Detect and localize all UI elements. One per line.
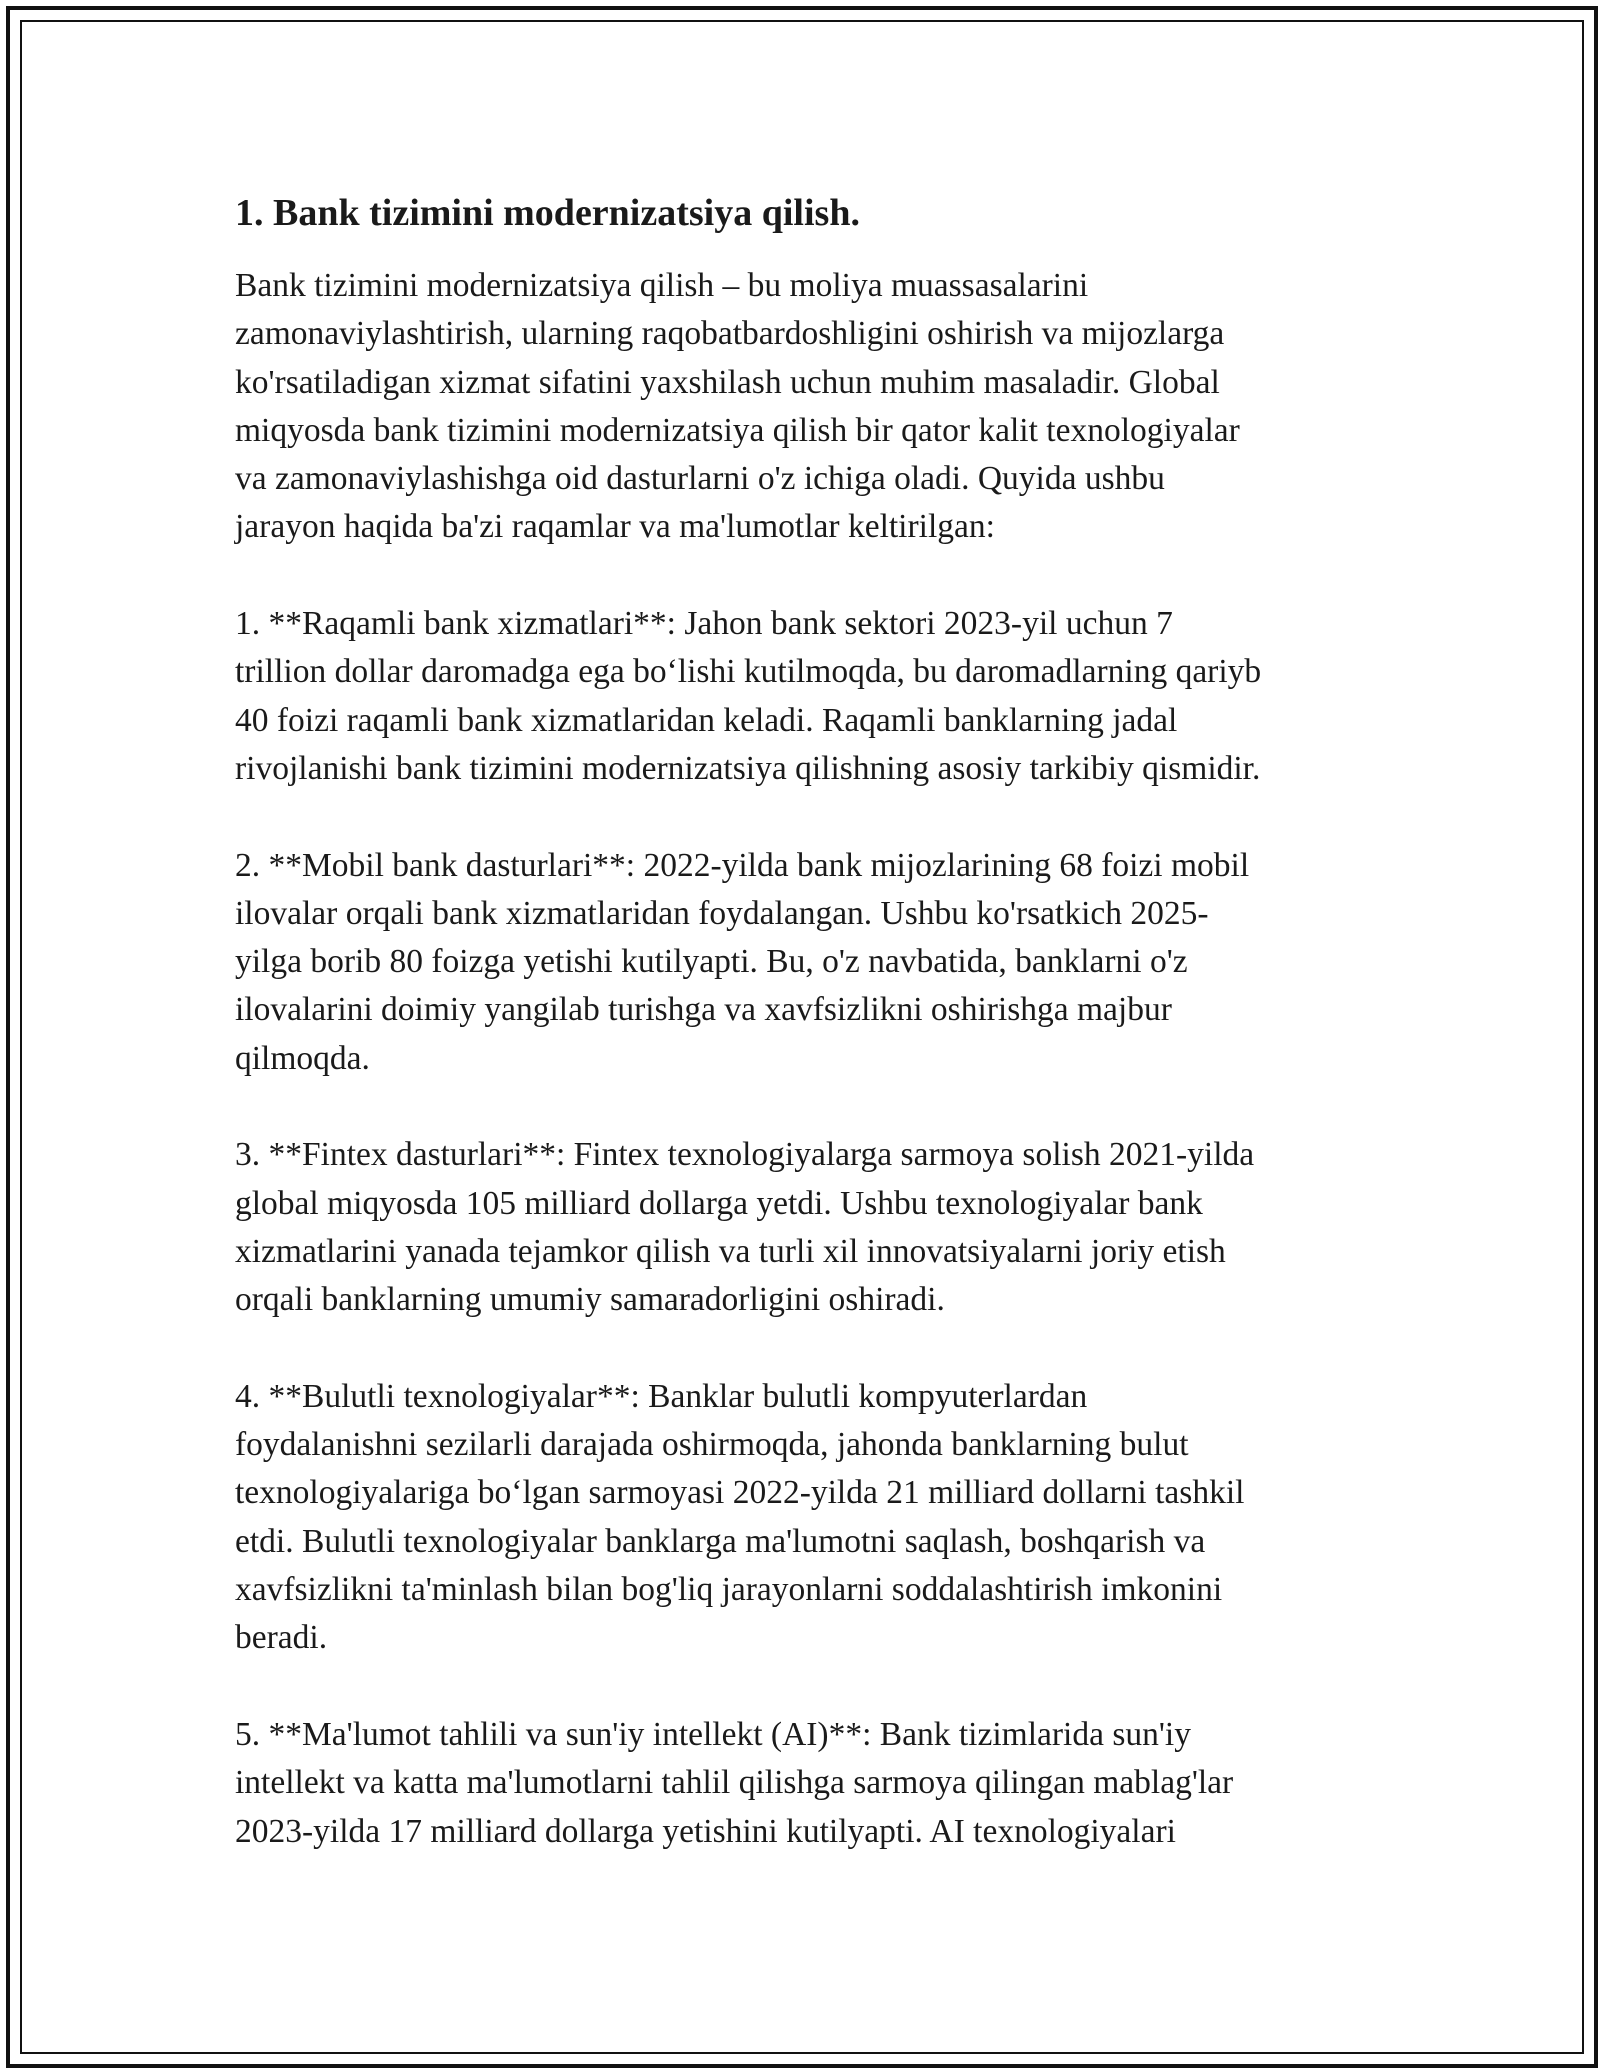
text-line: 1. **Raqamli bank xizmatlari**: Jahon bank sektori 2023-yil uchun 7 <box>235 605 1173 643</box>
text-line: zamonaviylashtirish, ularning raqobatbardoshligini oshirish va mijozlarga <box>235 315 1225 353</box>
text-line: yilga borib 80 foizga yetishi kutilyapti. Bu, o'z navbatida, banklarni o'z <box>235 943 1188 981</box>
list-item-mobile-banking <box>235 842 1375 1083</box>
text-line: ilovalarini doimiy yangilab turishga va xavfsizlikni oshirishga majbur <box>235 991 1172 1029</box>
text-line: 3. **Fintex dasturlari**: Fintex texnologiyalarga sarmoya solish 2021-yilda <box>235 1136 1255 1174</box>
text-line: jarayon haqida ba'zi raqamlar va ma'lumotlar keltirilgan: <box>235 508 995 546</box>
text-line: texnologiyalariga bo‘lgan sarmoyasi 2022-yilda 21 milliard dollarni tashkil <box>235 1474 1245 1512</box>
text-line: ilovalar orqali bank xizmatlaridan foydalangan. Ushbu ko'rsatkich 2025- <box>235 894 1209 932</box>
text-line: xavfsizlikni ta'minlash bilan bog'liq jarayonlarni soddalashtirish imkonini <box>235 1571 1223 1609</box>
list-item-fintech <box>235 1131 1375 1324</box>
text-line: orqali banklarning umumiy samaradorligini oshiradi. <box>235 1281 945 1319</box>
text-line: 5. **Ma'lumot tahlili va sun'iy intellekt (AI)**: Bank tizimlarida sun'iy <box>235 1715 1191 1753</box>
text-line: xizmatlarini yanada tejamkor qilish va turli xil innovatsiyalarni joriy etish <box>235 1232 1226 1270</box>
text-line: Bank tizimini modernizatsiya qilish – bu moliya muassasalarini <box>235 267 1089 304</box>
text-line: qilmoqda. <box>235 1039 370 1077</box>
list-item-data-ai <box>235 1711 1375 1856</box>
text-line: miqyosda bank tizimini modernizatsiya qilish bir qator kalit texnologiyalar <box>235 411 1240 449</box>
text-line: trillion dollar daromadga ega bo‘lishi kutilmoqda, bu daromadlarning qariyb <box>235 653 1262 691</box>
document-body <box>235 188 1375 1904</box>
text-line: foydalanishni sezilarli darajada oshirmoqda, jahonda banklarning bulut <box>235 1426 1189 1464</box>
text-line: intellekt va katta ma'lumotlarni tahlil qilishga sarmoya qilingan mablag'lar <box>235 1764 1234 1802</box>
intro-paragraph <box>235 262 1375 552</box>
text-line: ko'rsatiladigan xizmat sifatini yaxshilash uchun muhim masaladir. Global <box>235 363 1220 401</box>
text-line: 2. **Mobil bank dasturlari**: 2022-yilda bank mijozlarining 68 foizi mobil <box>235 846 1250 884</box>
text-line: 2023-yilda 17 milliard dollarga yetishini kutilyapti. AI texnologiyalari <box>235 1812 1176 1850</box>
section-heading: 1. Bank tizimini modernizatsiya qilish. <box>235 192 860 234</box>
text-line: 4. **Bulutli texnologiyalar**: Banklar bulutli kompyuterlardan <box>235 1377 1088 1415</box>
list-item-cloud <box>235 1373 1375 1663</box>
list-item-digital-banking <box>235 600 1375 793</box>
text-line: etdi. Bulutli texnologiyalar banklarga ma'lumotni saqlash, boshqarish va <box>235 1522 1206 1560</box>
text-line: va zamonaviylashishga oid dasturlarni o'z ichiga oladi. Quyida ushbu <box>235 460 1165 498</box>
text-line: beradi. <box>235 1619 328 1657</box>
text-line: rivojlanishi bank tizimini modernizatsiya qilishning asosiy tarkibiy qismidir. <box>235 749 1261 787</box>
text-line: global miqyosda 105 milliard dollarga yetdi. Ushbu texnologiyalar bank <box>235 1184 1203 1222</box>
text-line: 40 foizi raqamli bank xizmatlaridan keladi. Raqamli banklarning jadal <box>235 701 1178 739</box>
